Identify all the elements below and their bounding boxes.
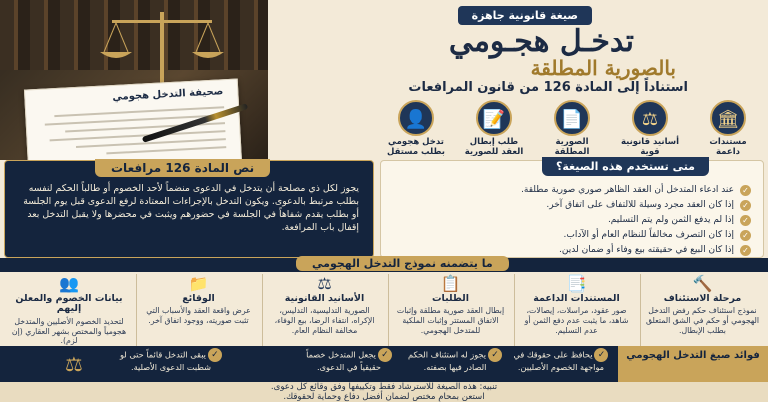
feature-intervention: 👤 تدخل هجومي بطلب مستقل	[386, 100, 446, 158]
check-icon: ✓	[740, 200, 751, 211]
benefit-item: ✓يجوز له استئناف الحكم الصادر فيها بصفته.	[404, 348, 506, 380]
list-item: ✓ إذا كان البيع في حقيقته بيع وفاء أو ضمان لدين.	[393, 243, 753, 257]
benefits-label	[618, 346, 768, 382]
disclaimer-note	[0, 382, 768, 402]
header	[268, 0, 768, 160]
shield-icon: ✓	[594, 348, 608, 362]
document-icon: 📄	[554, 100, 590, 136]
benefit-item: ✓يحافظ على حقوقك في مواجهة الخصوم الأصليين.	[510, 348, 612, 380]
usage-heading: متى تستخدم هذه الصيغة؟	[542, 157, 709, 176]
scales-icon: ⚖	[317, 274, 332, 293]
requests-icon: 📋	[440, 274, 461, 293]
feature-absolute-simulation: 📄 الصورية المطلقة	[542, 100, 602, 158]
people-icon: 👥	[59, 274, 79, 293]
check-icon: ✓	[740, 245, 751, 256]
feature-legal-grounds: ⚖ أسانيد قانونية قوية	[620, 100, 680, 158]
documents-icon: 📑	[566, 274, 587, 293]
list-item: ✓ إذا كان التصرف مخالفاً للنظام العام أو الآداب.	[393, 228, 753, 242]
content-column-documents: 📑 المستندات الداعمة صور عقود، مراسلات، إيصالات، شاهد، ما يثبت عدم دفع الثمن أو عدم التسليم.	[514, 274, 638, 348]
person-icon: 👤	[398, 100, 434, 136]
scales-icon: ⚖	[65, 352, 83, 376]
note-line-2: استعن بمحامٍ مختص لضمان أفضل دفاع وحماية لحقوقك.	[283, 392, 485, 402]
content-column-facts: 📁 الوقائع عرض واقعة العقد والأسباب التي تثبت صوريته، ووجود اتفاق آخر.	[136, 274, 260, 348]
list-item: ✓ إذا كان العقد مجرد وسيلة للالتفاف على اتفاق آخر.	[393, 198, 753, 212]
contents-heading: ما يتضمنه نموذج التدخل الهجومي	[296, 256, 509, 271]
page-subtitle: استناداً إلى المادة 126 من قانون المرافعات	[408, 80, 688, 95]
benefits-label-text: فوائد صيغ التدخل الهجومي	[626, 350, 760, 361]
content-column-requests: 📋 الطلبات إبطال العقد صورية مطلقة وإثبات الاتفاق المستتر وإثبات الملكية للمتدخل الهجومي.	[388, 274, 512, 348]
folder-icon: 📁	[188, 274, 209, 293]
content-column-legal-grounds: ⚖ الأسانيد القانونية الصورية التدليسية، التدليس، الإكراه، انتفاء الرضا، بيع الوفاء، مخالفة النظام العام.	[262, 274, 386, 348]
hero-image	[0, 0, 268, 160]
contract-icon: 📝	[476, 100, 512, 136]
feature-documents: 🏛 مستندات داعمة	[698, 100, 758, 158]
feature-annulment: 📝 طلب إبطال العقد للصورية	[464, 100, 524, 158]
paper-title: صحيفة التدخل هجومي	[112, 86, 224, 104]
gavel-icon: ✓	[488, 348, 502, 362]
usage-box	[380, 160, 764, 258]
ready-form-tag: صيغة قانونية جاهزة	[458, 6, 592, 25]
check-icon: ✓	[208, 348, 222, 362]
person-icon: ✓	[378, 348, 392, 362]
benefit-item: ✓يجعل المتدخل خصماً حقيقياً في الدعوى.	[298, 348, 400, 380]
list-item: ✓ عند ادعاء المتدخل أن العقد الظاهر صوري صورية مطلقة.	[393, 183, 753, 197]
list-item: ✓ إذا لم يدفع الثمن ولم يتم التسليم.	[393, 213, 753, 227]
benefit-item: ✓يبقى التدخل قائماً حتى لو شطبت الدعوى الأصلية.	[120, 348, 222, 380]
note-line-1: تنبيه: هذه الصيغة للاسترشاد فقط وتكييفها وفق وقائع كل دعوى.	[270, 382, 498, 392]
article-heading: نص المادة 126 مرافعات	[95, 159, 270, 177]
building-icon: 🏛	[710, 100, 746, 136]
scales-icon: ⚖	[632, 100, 668, 136]
content-column-parties: 👥 بيانات الخصوم والمعلن إليهم لتحديد الخصوم الأصليين والمتدخل هجومياً والمختص بشهر العقاري (إن لزم).	[4, 274, 134, 348]
check-icon: ✓	[740, 230, 751, 241]
content-column-appeal: 🔨 مرحلة الاستئناف نموذج استئناف حكم رفض التدخل الهجومي أو حكم في الشق المتعلق بطلب الإبطال.	[640, 274, 764, 348]
check-icon: ✓	[740, 215, 751, 226]
article-box	[4, 160, 374, 258]
page-title-line2: بالصورية المطلقة	[530, 56, 676, 80]
article-text: يجوز لكل ذي مصلحة أن يتدخل في الدعوى منضماً لأحد الخصوم أو طالباً الحكم لنفسه بطلب مرتبط بالدعوى. ويكون التدخل بالإجراءات المعتادة لرفع الدعوى قبل يوم الجلسة أو بطلب يقدم شفاهاً في الجلسة في حضورهم ويثبت في محضرها ولا يقبل التدخل بعد إقفال باب المرافعة.	[23, 183, 359, 233]
check-icon: ✓	[740, 185, 751, 196]
page-title: تدخـل هجـومي	[448, 24, 634, 59]
gavel-icon: 🔨	[692, 274, 713, 293]
